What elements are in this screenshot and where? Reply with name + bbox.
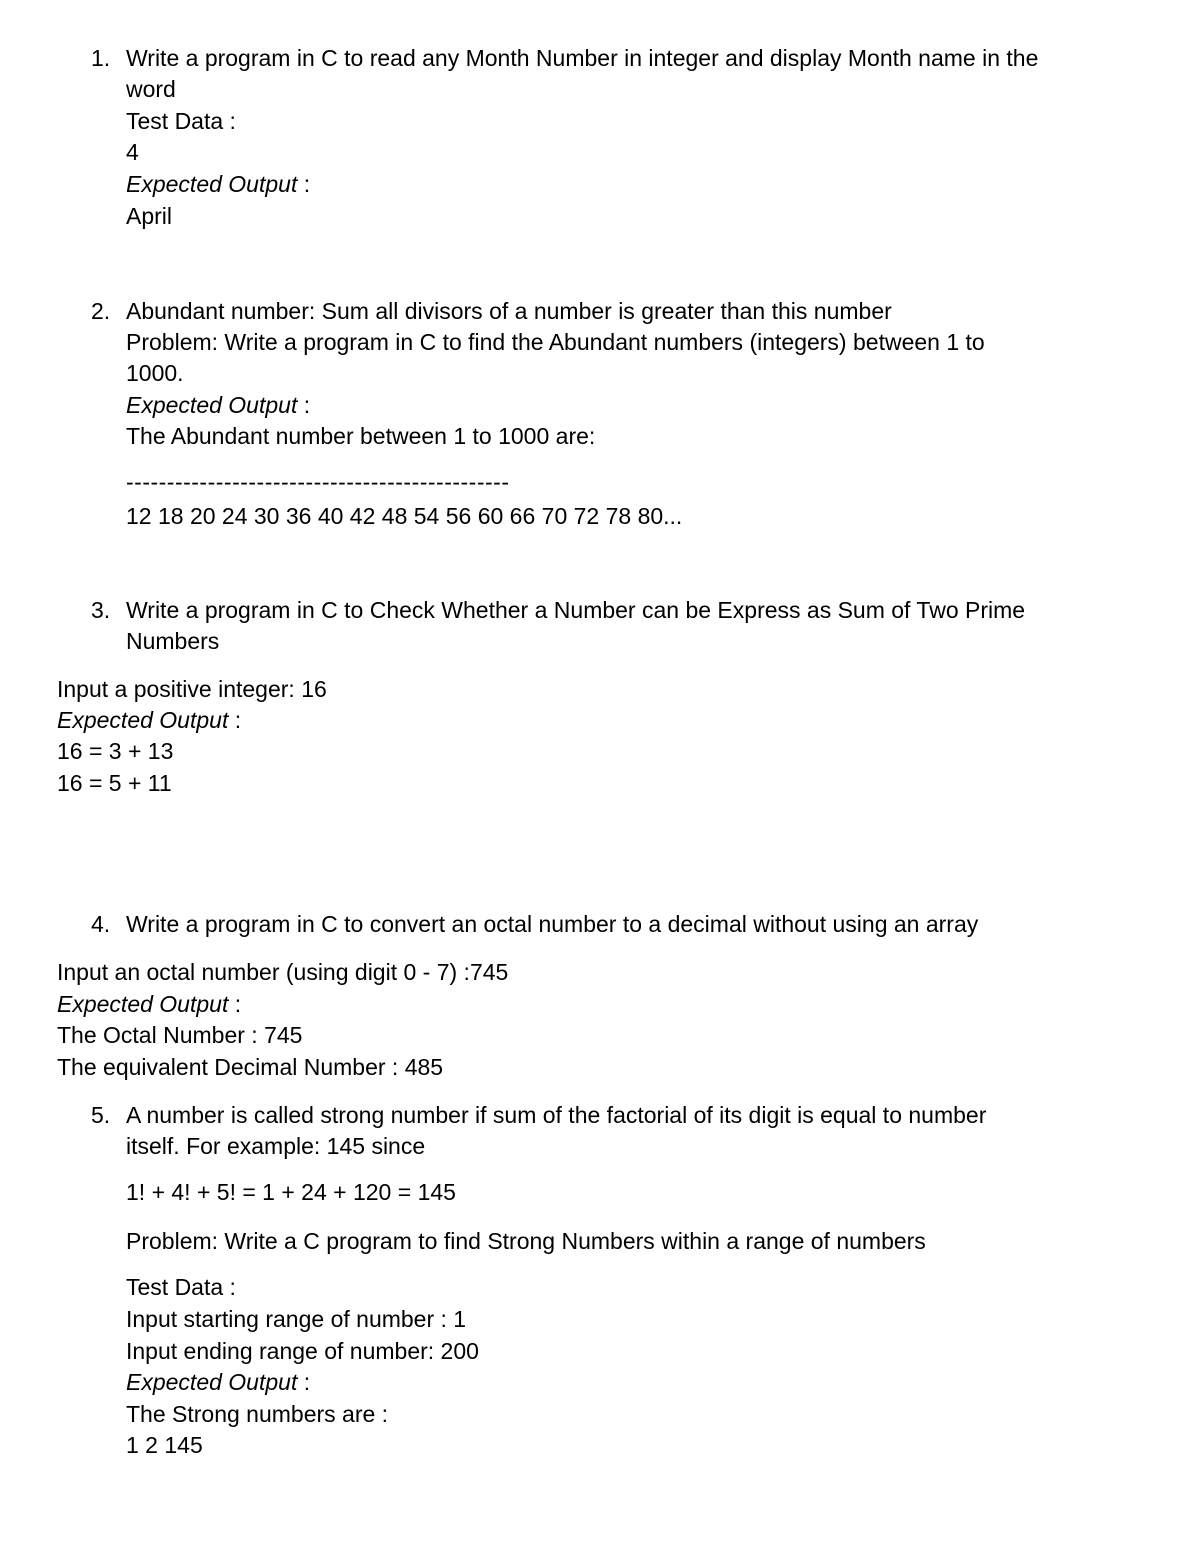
problem-1-statement-line-1: Write a program in C to read any Month Number in integer and display Month name in the (126, 45, 1039, 71)
problem-5-output-line-1: The Strong numbers are : (126, 1401, 389, 1427)
problem-4-number: 4. (91, 911, 111, 937)
problem-5-input-line-1: Input starting range of number : 1 (126, 1306, 467, 1332)
problem-4-output-line-1: The Octal Number : 745 (57, 1022, 303, 1048)
problem-3-output-line-1: 16 = 3 + 13 (57, 738, 174, 764)
problem-2-statement-line-2: Problem: Write a program in C to find the Abundant numbers (integers) between 1 to (126, 329, 985, 355)
problem-5-problem-statement: Problem: Write a C program to find Strong Numbers within a range of numbers (126, 1228, 926, 1254)
problem-4-output-line-2: The equivalent Decimal Number : 485 (57, 1054, 444, 1080)
problem-3-expected-output-heading (57, 706, 241, 734)
expected-output-label: Expected Output (126, 392, 298, 418)
problem-1-expected-output-heading (126, 170, 310, 198)
problem-2-separator: ----------------------------------------------- (126, 469, 510, 495)
problem-5-output-line-2: 1 2 145 (126, 1432, 203, 1458)
problem-5-number: 5. (91, 1102, 111, 1128)
expected-output-colon: : (297, 1369, 311, 1395)
problem-3-number: 3. (91, 597, 111, 623)
problem-5-statement-line-1: A number is called strong number if sum of the factorial of its digit is equal to number (126, 1102, 987, 1128)
problem-1-number: 1. (91, 45, 111, 71)
problem-1-output: April (126, 203, 173, 229)
expected-output-label: Expected Output (57, 991, 229, 1017)
expected-output-label: Expected Output (57, 707, 229, 733)
problem-2-statement-line-1: Abundant number: Sum all divisors of a number is greater than this number (126, 298, 892, 324)
problem-3-statement-line-1: Write a program in C to Check Whether a Number can be Express as Sum of Two Prime (126, 597, 1026, 623)
problem-5-input-line-2: Input ending range of number: 200 (126, 1338, 479, 1364)
expected-output-colon: : (228, 991, 242, 1017)
problem-5-statement-line-2: itself. For example: 145 since (126, 1133, 426, 1159)
problem-1-test-data-label: Test Data : (126, 108, 236, 134)
expected-output-label: Expected Output (126, 171, 298, 197)
problem-2-output-header: The Abundant number between 1 to 1000 are: (126, 423, 596, 449)
problem-2-expected-output-heading (126, 391, 310, 419)
problem-5-expected-output-heading (126, 1368, 310, 1396)
problem-4-statement-line-1: Write a program in C to convert an octal number to a decimal without using an array (126, 911, 979, 937)
problem-4-input-line: Input an octal number (using digit 0 - 7) :745 (57, 959, 509, 985)
problem-3-input-line: Input a positive integer: 16 (57, 676, 327, 702)
expected-output-label: Expected Output (126, 1369, 298, 1395)
problem-3-statement-line-2: Numbers (126, 628, 220, 654)
expected-output-colon: : (297, 171, 311, 197)
problem-5-formula: 1! + 4! + 5! = 1 + 24 + 120 = 145 (126, 1179, 456, 1205)
problem-2-output: 12 18 20 24 30 36 40 42 48 54 56 60 66 70 72 78 80... (126, 503, 683, 529)
problem-4-expected-output-heading (57, 990, 241, 1018)
problem-3-output-line-2: 16 = 5 + 11 (57, 770, 172, 796)
problem-1-test-data-value: 4 (126, 139, 139, 165)
problem-2-statement-line-3: 1000. (126, 360, 184, 386)
expected-output-colon: : (297, 392, 311, 418)
expected-output-colon: : (228, 707, 242, 733)
problem-1-statement-line-2: word (126, 76, 176, 102)
problem-2-number: 2. (91, 298, 111, 324)
problem-5-test-data-label: Test Data : (126, 1274, 236, 1300)
